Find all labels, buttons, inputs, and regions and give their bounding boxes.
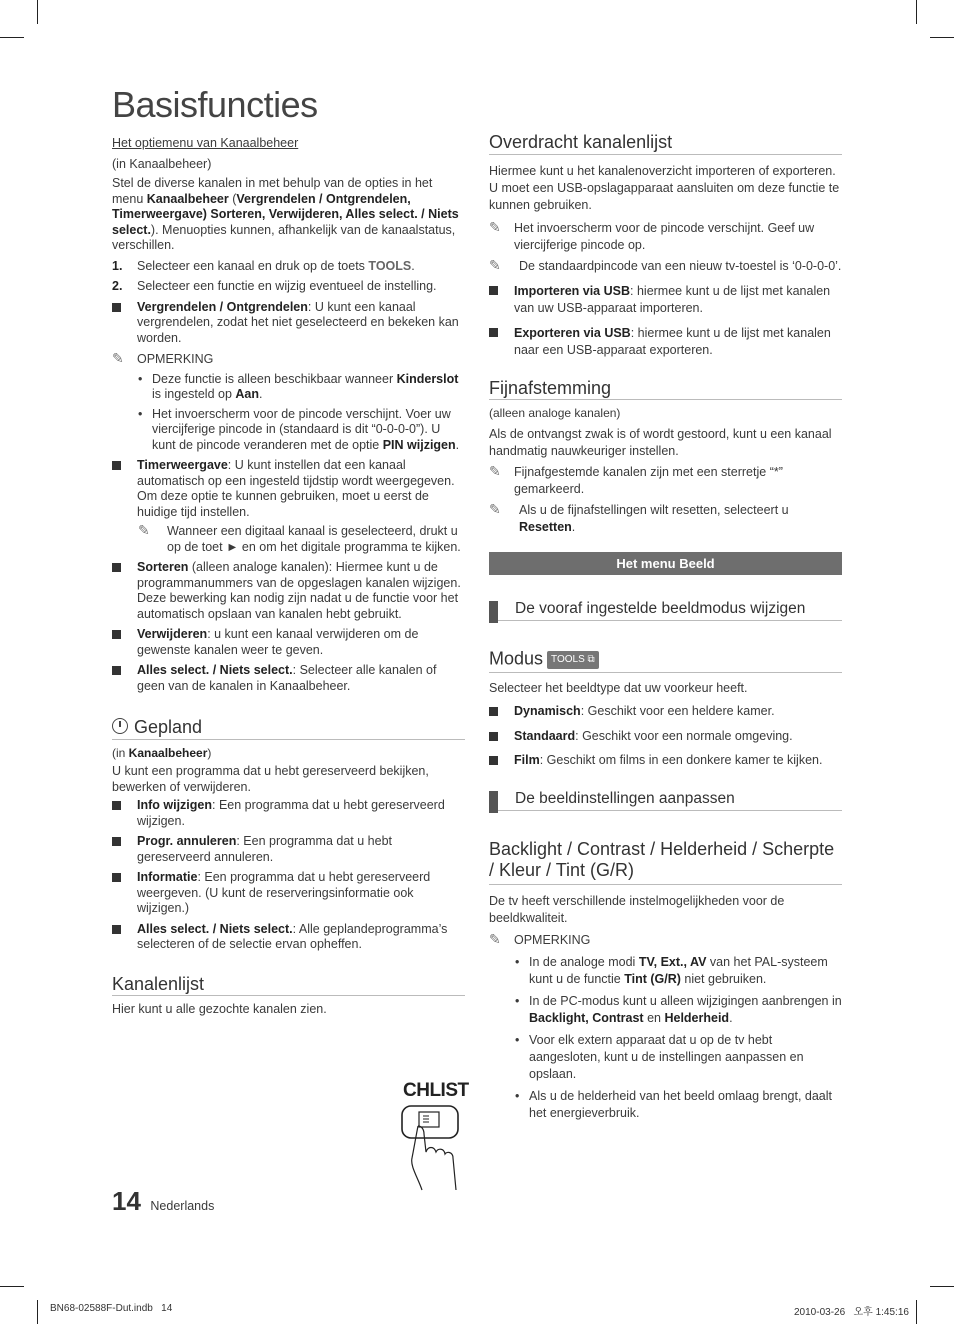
bullet-square-icon <box>489 286 498 295</box>
tools-badge: TOOLS ⧉ <box>547 651 599 669</box>
bullet-square-icon <box>112 461 121 470</box>
kanalenlijst-text: Hier kunt u alle gezochte kanalen zien. <box>112 1002 327 1016</box>
list-item: Standaard: Geschikt voor een normale omgeving. <box>489 729 842 745</box>
optiemenu-heading: Het optiemenu van Kanaalbeheer <box>112 136 299 150</box>
pencil-icon: ✎ <box>112 350 124 366</box>
note-item: ✎ Het invoerscherm voor de pincode verschijnt. Geef uw viercijferige pincode op. <box>489 218 815 252</box>
crop-mark <box>930 37 954 38</box>
gepland-intro: U kunt een programma dat u hebt gereserveerd bekijken, bewerken of verwijderen. <box>112 764 429 794</box>
note-item: • Deze functie is alleen beschikbaar wanneer Kinderslot is ingesteld op Aan. <box>138 371 459 401</box>
crop-mark <box>916 0 917 24</box>
list-item: Verwijderen: u kunt een kanaal verwijderen om de gewenste kanalen weer te geven. <box>112 627 465 658</box>
subsection-heading: De beeldinstellingen aanpassen <box>489 791 842 812</box>
list-item: Exporteren via USB: hiermee kunt u de lijst met kanalen naar een USB-apparaat exporteren. <box>489 325 842 359</box>
left-column <box>112 136 465 1018</box>
note-item: • In de PC-modus kunt u alleen wijzigingen aanbrengen in Backlight, Contrast en Helderheid. <box>515 993 842 1025</box>
section-band: Het menu Beeld <box>489 552 842 575</box>
crop-mark <box>0 37 24 38</box>
list-item: Importeren via USB: hiermee kunt u de lijst met kanalen van uw USB-apparaat importeren. <box>489 283 842 317</box>
modus-text: Selecteer het beeldtype dat uw voorkeur heeft. <box>489 680 748 695</box>
gepland-heading: Gepland <box>112 718 465 740</box>
print-footer-file: BN68-02588F-Dut.indb 14 <box>50 1303 173 1314</box>
fijnafstemming-heading: Fijnafstemming <box>489 381 842 401</box>
step-2: 2. Selecteer een functie en wijzig eventueel de instelling. <box>112 279 437 293</box>
optiemenu-intro: Stel de diverse kanalen in met behulp van de opties in het menu Kanaalbeheer (Vergrendelen / Ontgrendelen, Timerweergave) Sorteren, Verwijderen, Alles select. / Niets select.). Menuopties kunnen, afhankelijk van de kanaalstatus, verschillen. <box>112 176 459 252</box>
bullet-square-icon <box>112 837 121 846</box>
subsection-heading: De vooraf ingestelde beeldmodus wijzigen <box>489 601 842 622</box>
note-header: ✎ OPMERKING <box>489 931 591 947</box>
fijnafstemming-sub: (alleen analoge kanalen) <box>489 406 621 420</box>
gepland-sub: (in Kanaalbeheer) <box>112 745 212 760</box>
crop-mark <box>37 1300 38 1324</box>
list-item: Timerweergave: U kunt instellen dat een kanaal automatisch op een ingesteld tijdstip wordt weergegeven. Om deze optie te kunnen gebruiken, moet u eerst de huidige tijd instellen. <box>112 458 465 520</box>
note-item: ✎ Als u de fijnafstellingen wilt resetten, selecteert u Resetten. <box>489 500 789 534</box>
crop-mark <box>0 1286 24 1287</box>
bullet-square-icon <box>112 303 121 312</box>
note-header: ✎ OPMERKING <box>112 350 214 366</box>
overdracht-text: Hiermee kunt u het kanalenoverzicht importeren of exporteren. U moet een USB-opslagapparaat aansluiten om deze functie te kunnen gebruiken. <box>489 163 840 212</box>
fijnafstemming-text: Als de ontvangst zwak is of wordt gestoord, kunt u een kanaal handmatig nauwkeuriger instellen. <box>489 426 832 458</box>
optiemenu-sub: (in Kanaalbeheer) <box>112 156 212 171</box>
note-item: • Als u de helderheid van het beeld omlaag brengt, daalt het energieverbruik. <box>515 1088 832 1120</box>
page-number-value: 14 <box>112 1186 141 1216</box>
page-number <box>112 1186 214 1217</box>
backlight-heading: Backlight / Contrast / Helderheid / Scherpte / Kleur / Tint (G/R) <box>489 839 842 885</box>
pencil-icon: ✎ <box>489 218 501 235</box>
note-item: ✎ Fijnafgestemde kanalen zijn met een sterretje “*” gemarkeerd. <box>489 462 783 496</box>
list-item: Alles select. / Niets select.: Alle geplandeprogramma’s selecteren of de selectie ervan opheffen. <box>112 922 465 953</box>
hand-pointer-icon <box>396 1080 466 1192</box>
bullet-square-icon <box>112 630 121 639</box>
pencil-icon: ✎ <box>489 256 501 273</box>
crop-mark <box>916 1300 917 1324</box>
crop-mark <box>37 0 38 24</box>
note-item: • Voor elk extern apparaat dat u op de tv hebt aangesloten, kunt u de instellingen aanpassen en opslaan. <box>515 1032 804 1081</box>
list-item: Informatie: Een programma dat u hebt gereserveerd weergeven. (U kunt de reserveringsinformatie ook wijzigen.) <box>112 870 465 917</box>
note-item: ✎ De standaardpincode van een nieuw tv-toestel is ‘0-0-0-0’. <box>489 256 842 273</box>
bullet-square-icon <box>112 925 121 934</box>
bullet-square-icon <box>112 666 121 675</box>
chlist-label: CHLIST <box>403 1080 469 1101</box>
pencil-icon: ✎ <box>489 500 501 517</box>
pencil-icon: ✎ <box>138 522 150 538</box>
list-item: Progr. annuleren: Een programma dat u hebt gereserveerd annuleren. <box>112 834 465 865</box>
page-language: Nederlands <box>150 1199 215 1213</box>
bullet-square-icon <box>489 707 498 716</box>
backlight-text: De tv heeft verschillende instelmogelijkheden voor de beeldkwaliteit. <box>489 894 785 925</box>
page-title: Basisfuncties <box>112 84 318 125</box>
bullet-square-icon <box>489 328 498 337</box>
section-bar-icon <box>489 791 498 813</box>
note-item: • In de analoge modi TV, Ext., AV van het PAL-systeem kunt u de functie Tint (G/R) niet gebruiken. <box>515 954 828 986</box>
clock-icon <box>112 718 128 734</box>
list-item: Vergrendelen / Ontgrendelen: U kunt een kanaal vergrendelen, zodat het niet geselecteerd en bekeken kan worden. <box>112 300 465 347</box>
right-column <box>489 132 842 1122</box>
bullet-square-icon <box>112 801 121 810</box>
list-item: Sorteren (alleen analoge kanalen): Hiermee kunt u de programmanummers van de opgeslagen kanalen wijzigen. Deze bewerking kan nodig zijn nadat u de functie voor het automatisch opslaan van kanalen hebt gebruikt. <box>112 560 465 622</box>
note-item: • Het invoerscherm voor de pincode verschijnt. Voer uw viercijferige pincode in (standaard is dit “0-0-0-0”). U kunt de pincode veranderen met de optie PIN wijzigen. <box>138 406 460 452</box>
pencil-icon: ✎ <box>489 931 501 947</box>
kanalenlijst-heading: Kanalenlijst <box>112 977 465 997</box>
overdracht-heading: Overdracht kanalenlijst <box>489 135 842 155</box>
modus-heading: Modus TOOLS ⧉ <box>489 651 842 673</box>
list-item: Info wijzigen: Een programma dat u hebt gereserveerd wijzigen. <box>112 798 465 829</box>
bullet-square-icon <box>489 732 498 741</box>
print-footer-date: 2010-03-26 오후 1:45:16 <box>794 1307 909 1318</box>
chlist-remote-illustration <box>396 1080 469 1192</box>
bullet-square-icon <box>112 563 121 572</box>
list-item: Alles select. / Niets select.: Selecteer alle kanalen of geen van de kanalen in Kanaalbeheer. <box>112 663 465 694</box>
list-item: Dynamisch: Geschikt voor een heldere kamer. <box>489 704 842 720</box>
bullet-square-icon <box>112 873 121 882</box>
timer-note: ✎ Wanneer een digitaal kanaal is geselecteerd, drukt u op de toet ► en om het digitale programma te kijken. <box>138 522 461 554</box>
list-item: Film: Geschikt om films in een donkere kamer te kijken. <box>489 753 842 769</box>
crop-mark <box>930 1286 954 1287</box>
section-bar-icon <box>489 601 498 623</box>
step-1: 1. Selecteer een kanaal en druk op de toets TOOLS. <box>112 258 415 273</box>
bullet-square-icon <box>489 756 498 765</box>
pencil-icon: ✎ <box>489 462 501 479</box>
